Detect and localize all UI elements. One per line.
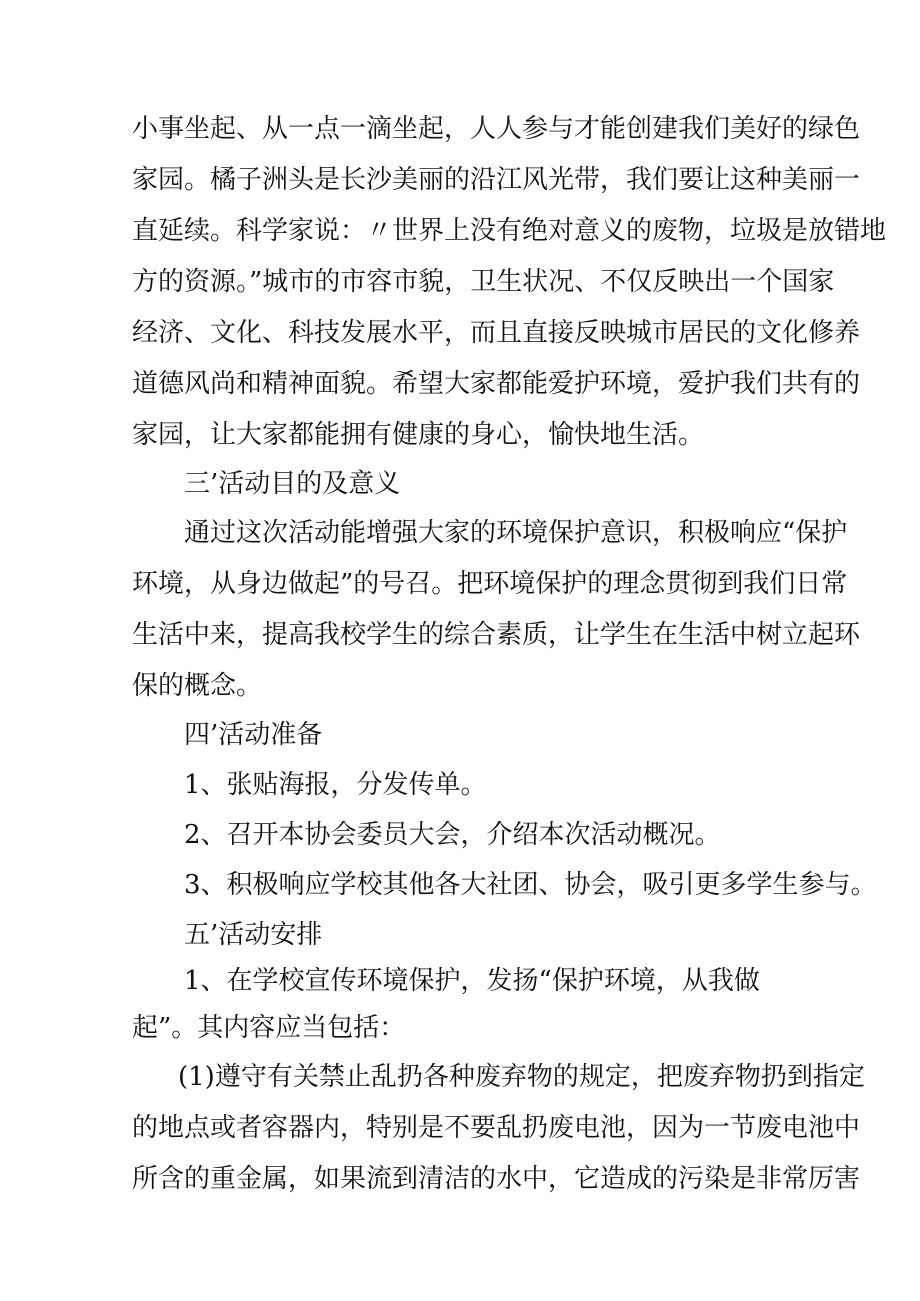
body-line: 直延续。科学家说：〃世界上没有绝对意义的废物，垃圾是放错地 bbox=[132, 216, 887, 246]
body-line: 所含的重金属，如果流到清洁的水中，它造成的污染是非常厉害 bbox=[132, 1164, 861, 1194]
body-line: 的地点或者容器内，特别是不要乱扔废电池，因为一节废电池中 bbox=[132, 1113, 861, 1143]
section-heading: 三’活动目的及意义 bbox=[184, 469, 401, 499]
body-line: 道德风尚和精神面貌。希望大家都能爱护环境，爱护我们共有的 bbox=[132, 369, 861, 399]
body-line: 家园。橘子洲头是长沙美丽的沿江风光带，我们要让这种美丽一 bbox=[132, 165, 861, 195]
list-item: 3、积极响应学校其他各大社团、协会，吸引更多学生参与。 bbox=[184, 870, 877, 900]
body-line: 经济、文化、科技发展水平，而且直接反映城市居民的文化修养 bbox=[132, 318, 861, 348]
list-item: 1、在学校宣传环境保护，发扬“保护环境，从我做 bbox=[184, 966, 760, 996]
body-line: 方的资源。”城市的市容市貌，卫生状况、不仅反映出一个国家 bbox=[132, 267, 835, 297]
body-line: 保的概念。 bbox=[132, 671, 263, 701]
body-line: 小事坐起、从一点一滴坐起，人人参与才能创建我们美好的绿色 bbox=[132, 114, 861, 144]
body-line: 生活中来，提高我校学生的综合素质，让学生在生活中树立起环 bbox=[132, 620, 861, 650]
body-line: (1)遵守有关禁止乱扔各种废弃物的规定，把废弃物扔到指定 bbox=[178, 1062, 865, 1092]
section-heading: 四’活动准备 bbox=[184, 720, 323, 750]
section-heading: 五’活动安排 bbox=[184, 920, 323, 950]
body-line: 环境，从身边做起”的号召。把环境保护的理念贯彻到我们日常 bbox=[132, 569, 848, 599]
body-line: 通过这次活动能增强大家的环境保护意识，积极响应“保护 bbox=[184, 518, 848, 548]
list-item: 2、召开本协会委员大会，介绍本次活动概况。 bbox=[184, 820, 721, 850]
list-item: 1、张贴海报，分发传单。 bbox=[184, 770, 487, 800]
body-line: 起”。其内容应当包括： bbox=[132, 1013, 406, 1043]
body-line: 家园，让大家都能拥有健康的身心，愉快地生活。 bbox=[132, 420, 705, 450]
